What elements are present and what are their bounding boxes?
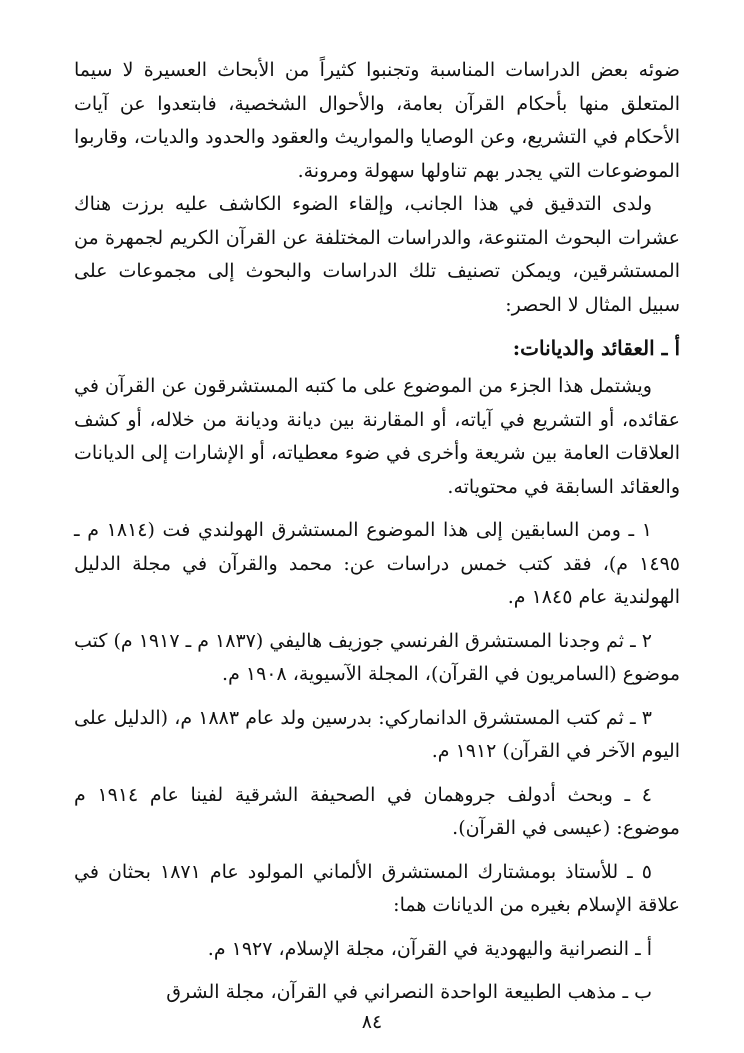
list-item: ٣ ـ ثم كتب المستشرق الدانماركي: بدرسين ولد عام ١٨٨٣ م، (الدليل على اليوم الآخر في القرآن) ١٩١٢ م. [74, 706, 680, 762]
intro-paragraph-1: ضوئه بعض الدراسات المناسبة وتجنبوا كثيراً من الأبحاث العسيرة لا سيما المتعلق منها بأحكام القرآن بعامة، والأحوال الشخصية، فابتعدوا عن آيات الأحكام في التشريع، وعن الوصايا والمواريث والعقود والحدود والديات، وقاربوا الموضوعات التي يجدر بهم تناولها سهولة ومرونة. [74, 59, 680, 182]
list-item: ٢ ـ ثم وجدنا المستشرق الفرنسي جوزيف هاليفي (١٨٣٧ م ـ ١٩١٧ م) كتب موضوع (السامريون في القرآن)، المجلة الآسيوية، ١٩٠٨ م. [74, 629, 680, 685]
numbered-list [74, 514, 680, 923]
page-number: ٨٤ [361, 1011, 383, 1033]
list-item: ١ ـ ومن السابقين إلى هذا الموضوع المستشرق الهولندي فت (١٨١٤ م ـ ١٤٩٥ م)، فقد كتب خمس دراسات عن: محمد والقرآن في مجلة الدليل الهولندية عام ١٨٤٥ م. [74, 519, 680, 608]
list-item: ٤ ـ وبحث أدولف جروهمان في الصحيفة الشرقية لفينا عام ١٩١٤ م موضوع: (عيسى في القرآن). [74, 783, 680, 839]
list-item: ٥ ـ للأستاذ بومشتارك المستشرق الألماني المولود عام ١٨٧١ بحثان في علاقة الإسلام بغيره من الديانات هما: [74, 860, 680, 916]
sub-list [74, 933, 680, 1010]
intro-paragraph-2: ولدى التدقيق في هذا الجانب، وإلقاء الضوء الكاشف عليه برزت هناك عشرات البحوث المتنوعة، والدراسات المختلفة عن القرآن الكريم لجمهرة من المستشرقين، ويمكن تصنيف تلك الدراسات والبحوث إلى مجموعات على سبيل المثال لا الحصر: [74, 193, 680, 316]
section-heading: أ ـ العقائد والديانات: [512, 336, 680, 360]
sub-list-item: ب ـ مذهب الطبيعة الواحدة النصراني في القرآن، مجلة الشرق [166, 981, 652, 1003]
section-paragraph: ويشتمل هذا الجزء من الموضوع على ما كتبه المستشرقون عن القرآن في عقائده، أو التشريع في آياته، أو المقارنة بين ديانة وديانة من خلاله، أو كشف العلاقات العامة بين شريعة وأخرى في ضوء معطياته، أو الإشارات إلى الديانات والعقائد السابقة في محتوياته. [74, 375, 680, 498]
sub-list-item: أ ـ النصرانية واليهودية في القرآن، مجلة الإسلام، ١٩٢٧ م. [207, 937, 652, 960]
page-body [74, 54, 680, 1020]
